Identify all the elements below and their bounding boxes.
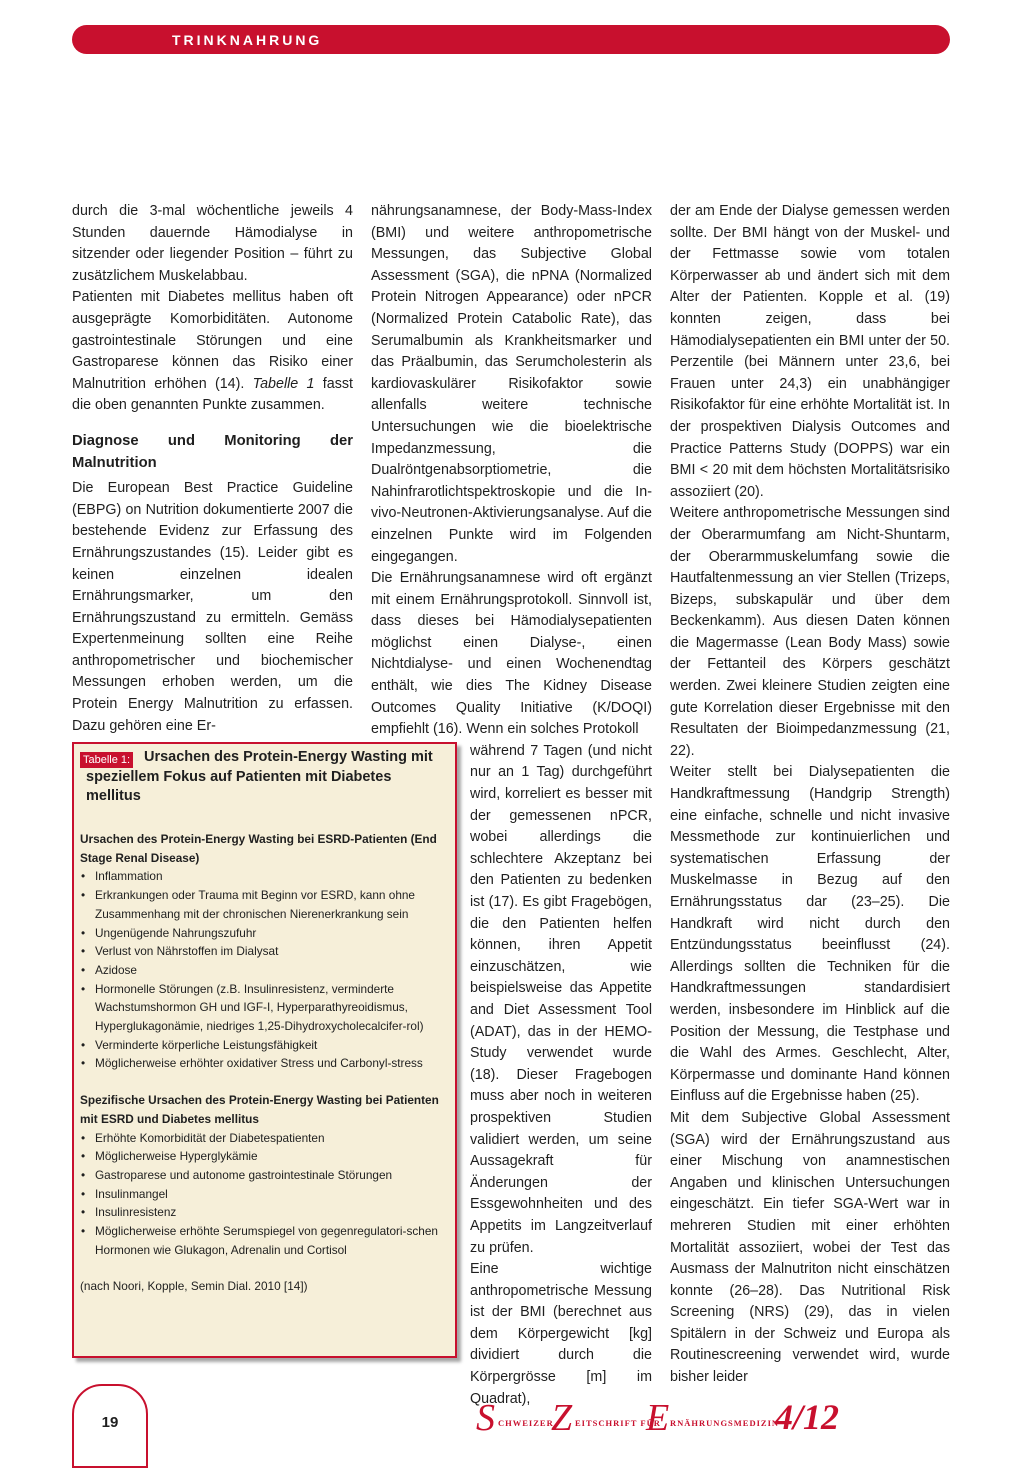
issue-number: 4/12 — [775, 1397, 840, 1437]
cause-list-esrd — [80, 867, 448, 1073]
table-title: Ursachen des Protein-Energy Wasting mit speziellem Fokus auf Patienten mit Diabetes mellitus — [86, 749, 433, 804]
list-item: • Möglicherweise erhöhter oxidativer Stress und Carbonyl-stress — [80, 1054, 448, 1073]
page-number-tab — [72, 1384, 148, 1468]
text-column-1 — [72, 201, 353, 737]
list-item: • Möglicherweise erhöhte Serumspiegel von gegenregulatori-schen Hormonen wie Glukagon, Adrenalin und Cortisol — [80, 1222, 448, 1259]
list-item: • Möglicherweise Hyperglykämie — [80, 1147, 448, 1166]
paragraph: Weiter stellt bei Dialysepatienten die Handkraftmessung (Handgrip Strength) eine einfache, schnelle und nicht invasive Messmethode zur kontinuierlichen und systematischen Erfassung der Muskelmasse in Bezug auf den Ernährungsstatus dar (23–25). Die Handkraft wird nicht durch den Entzündungsstatus beeinflusst (24). Allerdings sollten die Techniken für die Handkraftmessungen standardisiert werden, insbesondere im Hinblick auf die Position der Messung, die Testphase und die Wahl des Armes. Geschlecht, Alter, Körpermasse und dominante Hand können Einfluss auf die Ergebnisse haben (25). — [670, 764, 950, 1105]
journal-word-1: CHWEIZER — [498, 1418, 554, 1428]
list-item: • Insulinmangel — [80, 1185, 448, 1204]
paragraph: Die European Best Practice Guideline (EBPG) on Nutrition dokumentierte 2007 die bestehende Evidenz zur Erfassung des Ernährungszustandes (15). Leider gibt es keinen einzelnen idealen Ernährungsmarker, um den Ernährungszustand zu ermitteln. Gemäss Expertenmeinung sollten eine Reihe anthropometrischer und biochemischer Messungen erhoben werden, um die Protein Energy Malnutrition zu erfassen. Dazu gehören eine Er- — [72, 480, 353, 734]
table-reference: Tabelle 1 — [252, 375, 315, 392]
list-item: • Verminderte körperliche Leistungsfähigkeit — [80, 1036, 448, 1055]
paragraph: Patienten mit Diabetes mellitus haben oft ausgeprägte Komorbiditäten. Autonome gastrointestinale Störungen und eine Gastroparese können das Risiko einer Malnutrition erhöhen (14). Tabelle 1 fasst die oben genannten Punkte zusammen. — [72, 289, 353, 414]
table-section-heading: Ursachen des Protein-Energy Wasting bei ESRD-Patienten (End Stage Renal Disease) — [80, 832, 437, 865]
journal-initial-z: Z — [551, 1397, 573, 1439]
cause-list-diabetes — [80, 1129, 448, 1260]
paragraph: Mit dem Subjective Global Assessment (SGA) wird der Ernährungszustand aus einer Mischung von anamnestischen Angaben und klinischen Untersuchungen eingeschätzt. Ein tiefer SGA-Wert war in mehreren Studien mit einer erhöhten Mortalität assoziiert, wobei der Test das Ausmass der Malnutriton nicht einschätzen konnte (26–28). Das Nutritional Risk Screening (NRS) (29), das in vielen Spitälern in der Schweiz und Europa als Routinescreening verwendet wird, wurde bisher leider — [670, 1109, 950, 1386]
paragraph: Weitere anthropometrische Messungen sind der Oberarmumfang am Nicht-Shuntarm, der Oberarmmuskelumfang sowie die Hautfaltenmessung an vier Stellen (Trizeps, Bizeps, subskapulär und über dem Beckenkamm). Aus diesen Daten können die Magermasse (Lean Body Mass) sowie der Fettanteil des Körpers geschätzt werden. Zwei kleinere Studien zeigten eine gute Korrelation dieser Ergebnisse mit den Resultaten der Bioimpedanzmessung (21, 22). — [670, 505, 950, 759]
table-tag: Tabelle 1: — [80, 752, 133, 768]
list-item: • Hormonelle Störungen (z.B. Insulinresistenz, verminderte Wachstumshormon GH und IGF-I, Hyperparathyreoidismus, Hyperglukagonämie, niedriges 1,25-Dihydroxycholecalcifer-rol) — [80, 980, 448, 1036]
table-box — [72, 742, 457, 1358]
section-title: TRINKNAHRUNG — [172, 32, 323, 48]
list-item: • Ungenügende Nahrungszufuhr — [80, 924, 448, 943]
text-column-3 — [670, 201, 950, 1389]
paragraph: Eine wichtige anthropometrische Messung ist der BMI (berechnet aus dem Körpergewicht [kg] dividiert durch die Körpergrösse [m] im Quadrat), — [470, 1261, 652, 1407]
list-item: • Verlust von Nährstoffen im Dialysat — [80, 942, 448, 961]
table-body — [80, 830, 448, 1296]
table-section-heading: Spezifische Ursachen des Protein-Energy Wasting bei Patienten mit ESRD und Diabetes mellitus — [80, 1093, 439, 1126]
journal-word-2: EITSCHRIFT FÜR — [575, 1418, 661, 1428]
journal-initial-s: S — [476, 1397, 495, 1439]
paragraph: nährungsanamnese, der Body-Mass-Index (BMI) und weitere anthropometrische Messungen, das Subjective Global Assessment (SGA), die nPNA (Normalized Protein Nitrogen Appearance) oder nPCR (Normalized Protein Catabolic Rate), das Serumalbumin als Krankheitsmarker und das Präalbumin, das Serumcholesterin als kardiovaskulärer Risikofaktor sowie allenfalls weitere technische Untersuchungen wie die bioelektrische Impedanzmessung, die Dualröntgenabsorptiometrie, die Nahinfrarotlichtspektroskopie und die In-vivo-Neutronen-Aktivierungsanalyse. Auf die einzelnen Punkte wird im Folgenden eingegangen. — [371, 203, 652, 565]
section-heading: Diagnose und Monitoring der Malnutrition — [72, 432, 353, 471]
journal-initial-e: E — [646, 1397, 670, 1439]
page-number: 19 — [101, 1414, 119, 1431]
paragraph: der am Ende der Dialyse gemessen werden sollte. Der BMI hängt von der Muskel- und der Fettmasse sowie vom totalen Körperwasser ab und ändert sich mit dem Alter der Patienten. Kopple et al. (19) konnten zeigen, dass bei Hämodialysepatienten ein BMI unter der 50. Perzentile (bei Männern unter 23,6, bei Frauen unter 24,3) ein unabhängiger Risikofaktor für eine erhöhte Mortalität ist. In der prospektiven Dialysis Outcomes and Practice Patterns Study (DOPPS) war ein BMI < 20 mit dem höchsten Mortalitätsrisiko assoziiert (20). — [670, 203, 950, 500]
table-source: (nach Noori, Kopple, Semin Dial. 2010 [14]) — [80, 1279, 308, 1294]
paragraph: Die Ernährungsanamnese wird oft ergänzt mit einem Ernährungsprotokoll. Sinnvoll ist, dass dieses bei Hämodialysepatienten möglichst einen Dialyse-, einen Nichtdialyse- und einen Wochenendtag enthält, wie dies The Kidney Disease Outcomes Quality Initiative (K/DOQI) empfiehlt (16). Wenn ein solches Protokoll — [371, 570, 652, 738]
paragraph: während 7 Tagen (und nicht nur an 1 Tag) durchgeführt wird, korreliert es besser mit der gemessenen nPCR, wobei allerdings die schlechtere Akzeptanz bei den Patienten zu bedenken ist (17). Es gibt Fragebögen, die den Patienten helfen können, ihren Appetit einzuschätzen, wie beispielsweise das Appetite and Diet Assessment Tool (ADAT), das in der HEMO-Study verwendet wurde (18). Dieser Fragebogen muss aber noch in weiteren prospektiven Studien validiert werden, um seine Aussagekraft für Änderungen der Essgewohnheiten und des Appetits im Langzeitverlauf zu prüfen. — [470, 742, 652, 1256]
section-header-bar — [72, 25, 950, 54]
paragraph: durch die 3-mal wöchentliche jeweils 4 Stunden dauernde Hämodialyse in sitzender oder liegender Position – führt zu zusätzlichem Muskelabbau. — [72, 203, 353, 284]
journal-logo — [476, 1397, 952, 1440]
list-item: • Inflammation — [80, 867, 448, 886]
list-item: • Erkrankungen oder Trauma mit Beginn vor ESRD, kann ohne Zusammenhang mit der chronischen Nierenerkrankung sein — [80, 886, 448, 923]
list-item: • Insulinresistenz — [80, 1203, 448, 1222]
list-item: • Azidose — [80, 961, 448, 980]
journal-word-3: RNÄHRUNGSMEDIZIN — [670, 1418, 780, 1428]
list-item: • Gastroparese und autonome gastrointestinale Störungen — [80, 1166, 448, 1185]
list-item: • Erhöhte Komorbidität der Diabetespatienten — [80, 1129, 448, 1148]
